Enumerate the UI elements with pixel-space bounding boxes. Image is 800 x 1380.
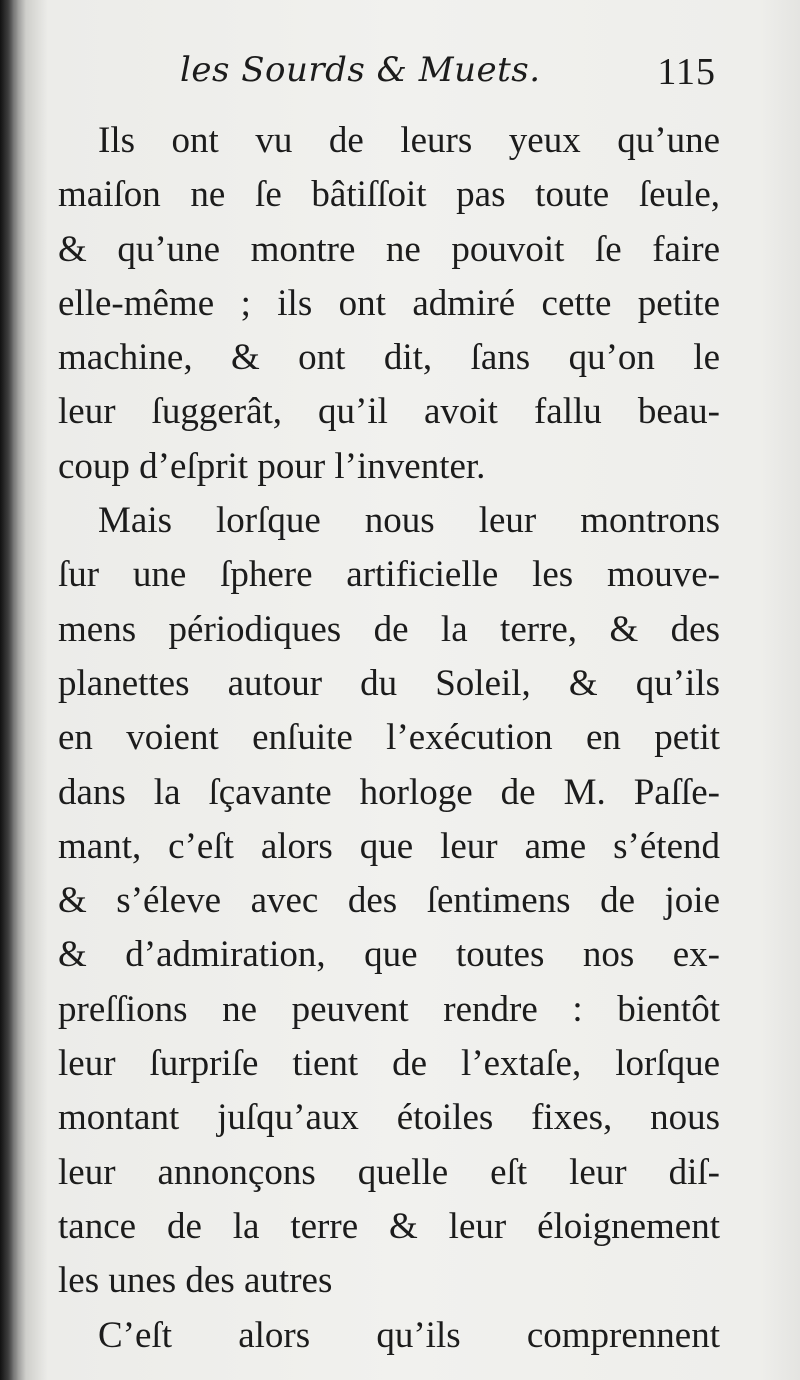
text-line: en voient enſuite l’exécution en petit: [58, 717, 720, 759]
text-line: preſſions ne peuvent rendre : bientôt: [58, 988, 720, 1030]
text-line: & qu’une montre ne pouvoit ſe faire: [58, 228, 720, 270]
text-line: dans la ſçavante horloge de M. Paſſe-: [58, 771, 720, 813]
text-line: tance de la terre & leur éloignement: [58, 1205, 720, 1247]
text-line: montant juſqu’aux étoiles fixes, nous: [58, 1097, 720, 1139]
text-line: ſur une ſphere artificielle les mouve-: [58, 554, 720, 596]
text-line: leur annonçons quelle eſt leur diſ-: [58, 1151, 720, 1193]
text-line: leur ſurpriſe tient de l’extaſe, lorſque: [58, 1043, 720, 1085]
text-line: leur ſuggerât, qu’il avoit fallu beau-: [58, 391, 720, 433]
text-line: C’eſt alors qu’ils comprennent: [98, 1314, 720, 1356]
text-line: & s’éleve avec des ſentimens de joie: [58, 880, 720, 922]
text-line: & d’admiration, que toutes nos ex-: [58, 934, 720, 976]
text-line: coup d’eſprit pour l’inventer.: [58, 445, 486, 487]
text-line: machine, & ont dit, ſans qu’on le: [58, 337, 720, 379]
text-line: planettes autour du Soleil, & qu’ils: [58, 662, 720, 704]
text-line: mant, c’eſt alors que leur ame s’étend: [58, 825, 720, 867]
text-line: Ils ont vu de leurs yeux qu’une: [98, 120, 720, 161]
text-line: les unes des autres: [58, 1260, 333, 1302]
text-line: maiſon ne ſe bâtiſſoit pas toute ſeule,: [58, 174, 720, 216]
page-binding-shadow: [0, 0, 18, 1380]
page-header: [180, 50, 720, 102]
text-line: mens périodiques de la terre, & des: [58, 608, 720, 650]
text-line: elle-même ; ils ont admiré cette petite: [58, 282, 720, 324]
body-text: [58, 114, 720, 1363]
text-line: Mais lorſque nous leur montrons: [98, 500, 720, 542]
running-title: les Sourds & Muets.: [180, 50, 541, 90]
page-number: 115: [657, 51, 716, 93]
